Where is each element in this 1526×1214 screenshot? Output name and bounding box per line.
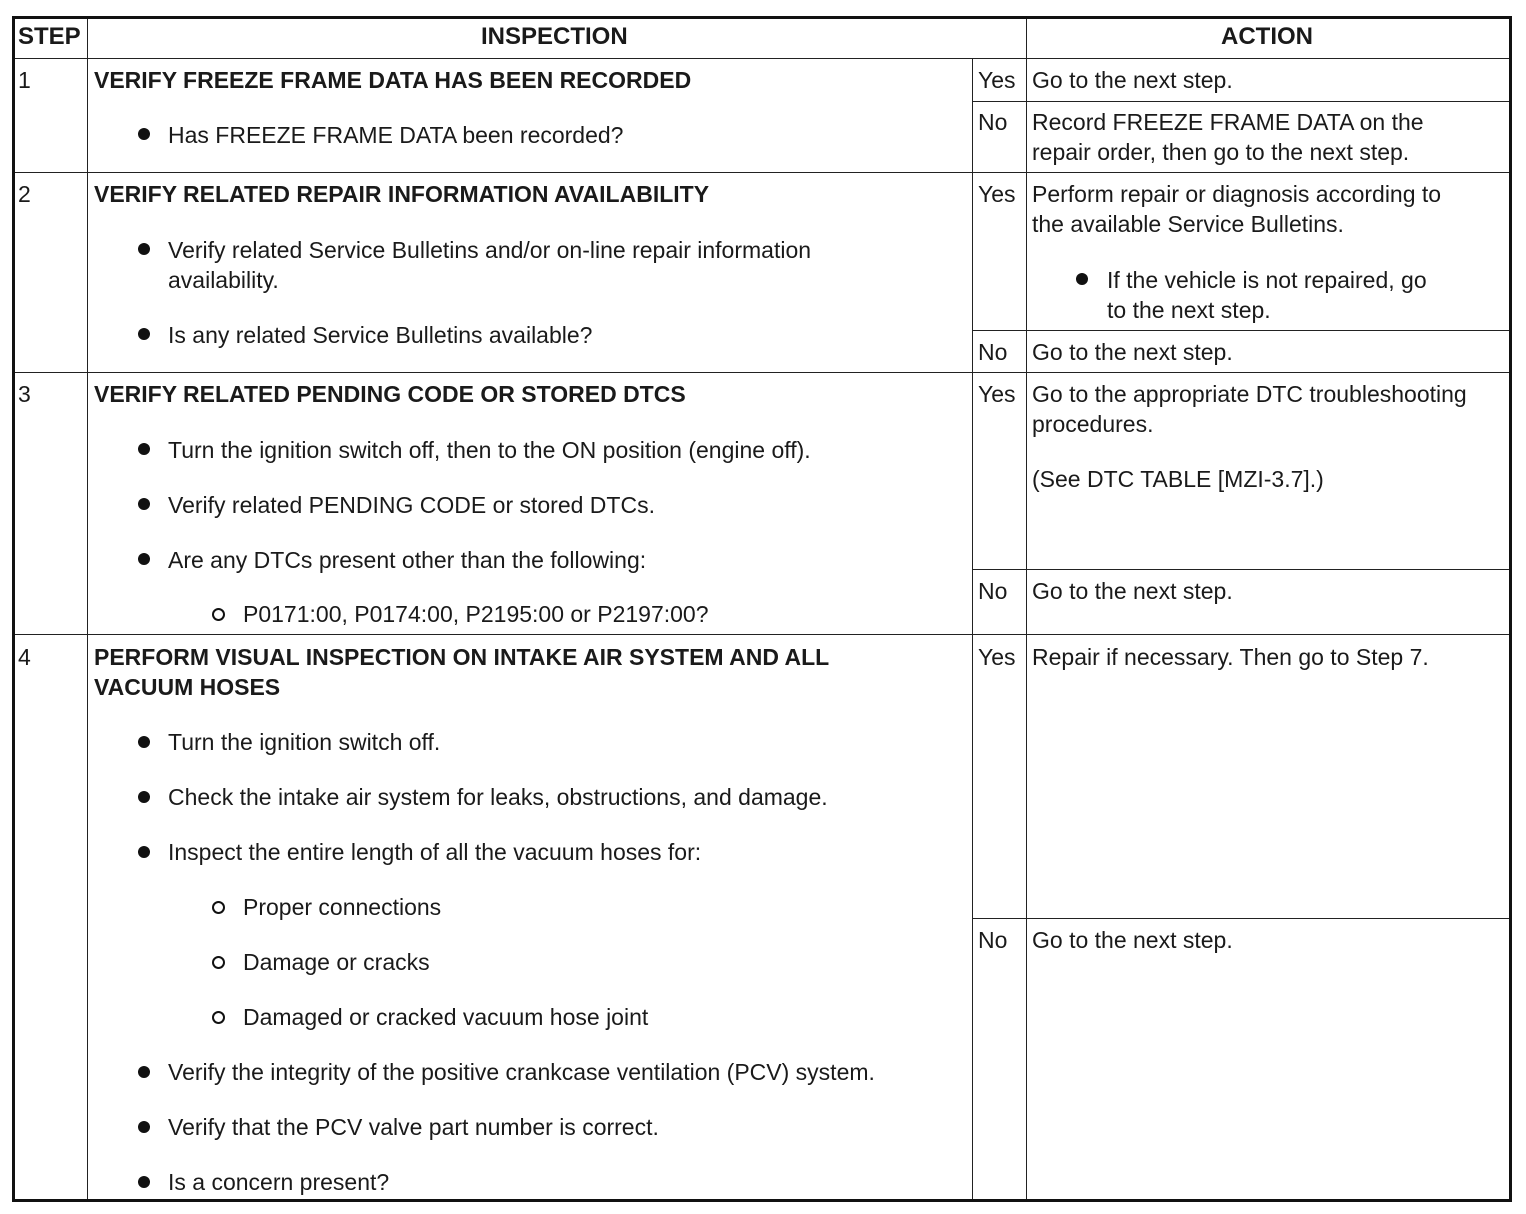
action-column-divider [1026, 19, 1027, 1199]
inspection-subitem: Damaged or cracked vacuum hose joint [243, 1004, 649, 1030]
bullet-icon [138, 1121, 150, 1133]
inspection-item: Verify related Service Bulletins and/or on-line repair information [168, 237, 812, 263]
inspection-item: Turn the ignition switch off. [168, 729, 441, 755]
inspection-item: Is a concern present? [168, 1169, 390, 1195]
sub-bullet-icon [212, 901, 225, 914]
yes-no-column-divider [972, 58, 973, 1199]
yes-action: procedures. [1032, 411, 1154, 437]
inspection-item: Verify related PENDING CODE or stored DTCs. [168, 492, 655, 518]
step-title: VERIFY FREEZE FRAME DATA HAS BEEN RECORDED [94, 67, 692, 93]
row-divider-step3 [15, 634, 1509, 635]
yes-label: Yes [978, 644, 1016, 670]
bullet-icon [138, 1176, 150, 1188]
yes-action: Go to the next step. [1032, 67, 1233, 93]
bullet-icon [138, 553, 150, 565]
inspection-item: Check the intake air system for leaks, obstructions, and damage. [168, 784, 828, 810]
step-title: VERIFY RELATED REPAIR INFORMATION AVAILABILITY [94, 181, 710, 207]
yes-action-note: (See DTC TABLE [MZI-3.7].) [1032, 466, 1324, 492]
yes-label: Yes [978, 381, 1016, 407]
inspection-subitem: Proper connections [243, 894, 442, 920]
inspection-item: Turn the ignition switch off, then to the ON position (engine off). [168, 437, 811, 463]
sub-bullet-icon [212, 1011, 225, 1024]
step-title: VACUUM HOSES [94, 674, 281, 700]
yes-action-bullet: to the next step. [1107, 297, 1271, 323]
inspection-subitem: P0171:00, P0174:00, P2195:00 or P2197:00? [243, 601, 709, 627]
inspection-item: Has FREEZE FRAME DATA been recorded? [168, 122, 624, 148]
header-row-divider [15, 58, 1509, 59]
header-inspection: INSPECTION [481, 23, 628, 50]
no-action: Go to the next step. [1032, 339, 1233, 365]
yes-label: Yes [978, 181, 1016, 207]
no-label: No [978, 339, 1008, 365]
inspection-item: Inspect the entire length of all the vacuum hoses for: [168, 839, 702, 865]
yes-action-bullet: If the vehicle is not repaired, go [1107, 267, 1427, 293]
no-label: No [978, 109, 1008, 135]
sub-bullet-icon [212, 956, 225, 969]
bullet-icon [138, 736, 150, 748]
header-step: STEP [18, 23, 81, 50]
bullet-icon [138, 1066, 150, 1078]
inspection-subitem: Damage or cracks [243, 949, 430, 975]
bullet-icon [138, 328, 150, 340]
step-number: 4 [18, 644, 31, 670]
inspection-item: availability. [168, 267, 279, 293]
no-label: No [978, 927, 1008, 953]
sub-bullet-icon [212, 608, 225, 621]
yes-action: the available Service Bulletins. [1032, 211, 1344, 237]
row-divider-step2 [15, 372, 1509, 373]
no-action: repair order, then go to the next step. [1032, 139, 1410, 165]
bullet-icon [138, 791, 150, 803]
yes-no-divider-step2 [972, 330, 1509, 331]
yes-no-divider-step3 [972, 569, 1509, 570]
bullet-icon [138, 128, 150, 140]
no-action: Record FREEZE FRAME DATA on the [1032, 109, 1424, 135]
no-action: Go to the next step. [1032, 578, 1233, 604]
yes-action: Perform repair or diagnosis according to [1032, 181, 1442, 207]
yes-no-divider-step1 [972, 101, 1509, 102]
bullet-icon [138, 443, 150, 455]
row-divider-step1 [15, 172, 1509, 173]
step-title: PERFORM VISUAL INSPECTION ON INTAKE AIR SYSTEM AND ALL [94, 644, 830, 670]
inspection-item: Verify the integrity of the positive crankcase ventilation (PCV) system. [168, 1059, 875, 1085]
bullet-icon [138, 498, 150, 510]
header-action: ACTION [1221, 23, 1313, 50]
bullet-icon [138, 243, 150, 255]
no-label: No [978, 578, 1008, 604]
no-action: Go to the next step. [1032, 927, 1233, 953]
bullet-icon [1076, 273, 1088, 285]
inspection-item: Are any DTCs present other than the following: [168, 547, 647, 573]
step-column-divider [87, 19, 88, 1199]
yes-action: Go to the appropriate DTC troubleshooting [1032, 381, 1467, 407]
step-number: 2 [18, 181, 31, 207]
inspection-item: Verify that the PCV valve part number is correct. [168, 1114, 659, 1140]
bullet-icon [138, 846, 150, 858]
step-title: VERIFY RELATED PENDING CODE OR STORED DTCS [94, 381, 686, 407]
step-number: 3 [18, 381, 31, 407]
step-number: 1 [18, 67, 31, 93]
inspection-item: Is any related Service Bulletins available? [168, 322, 593, 348]
yes-no-divider-step4 [972, 918, 1509, 919]
yes-label: Yes [978, 67, 1016, 93]
yes-action: Repair if necessary. Then go to Step 7. [1032, 644, 1429, 670]
